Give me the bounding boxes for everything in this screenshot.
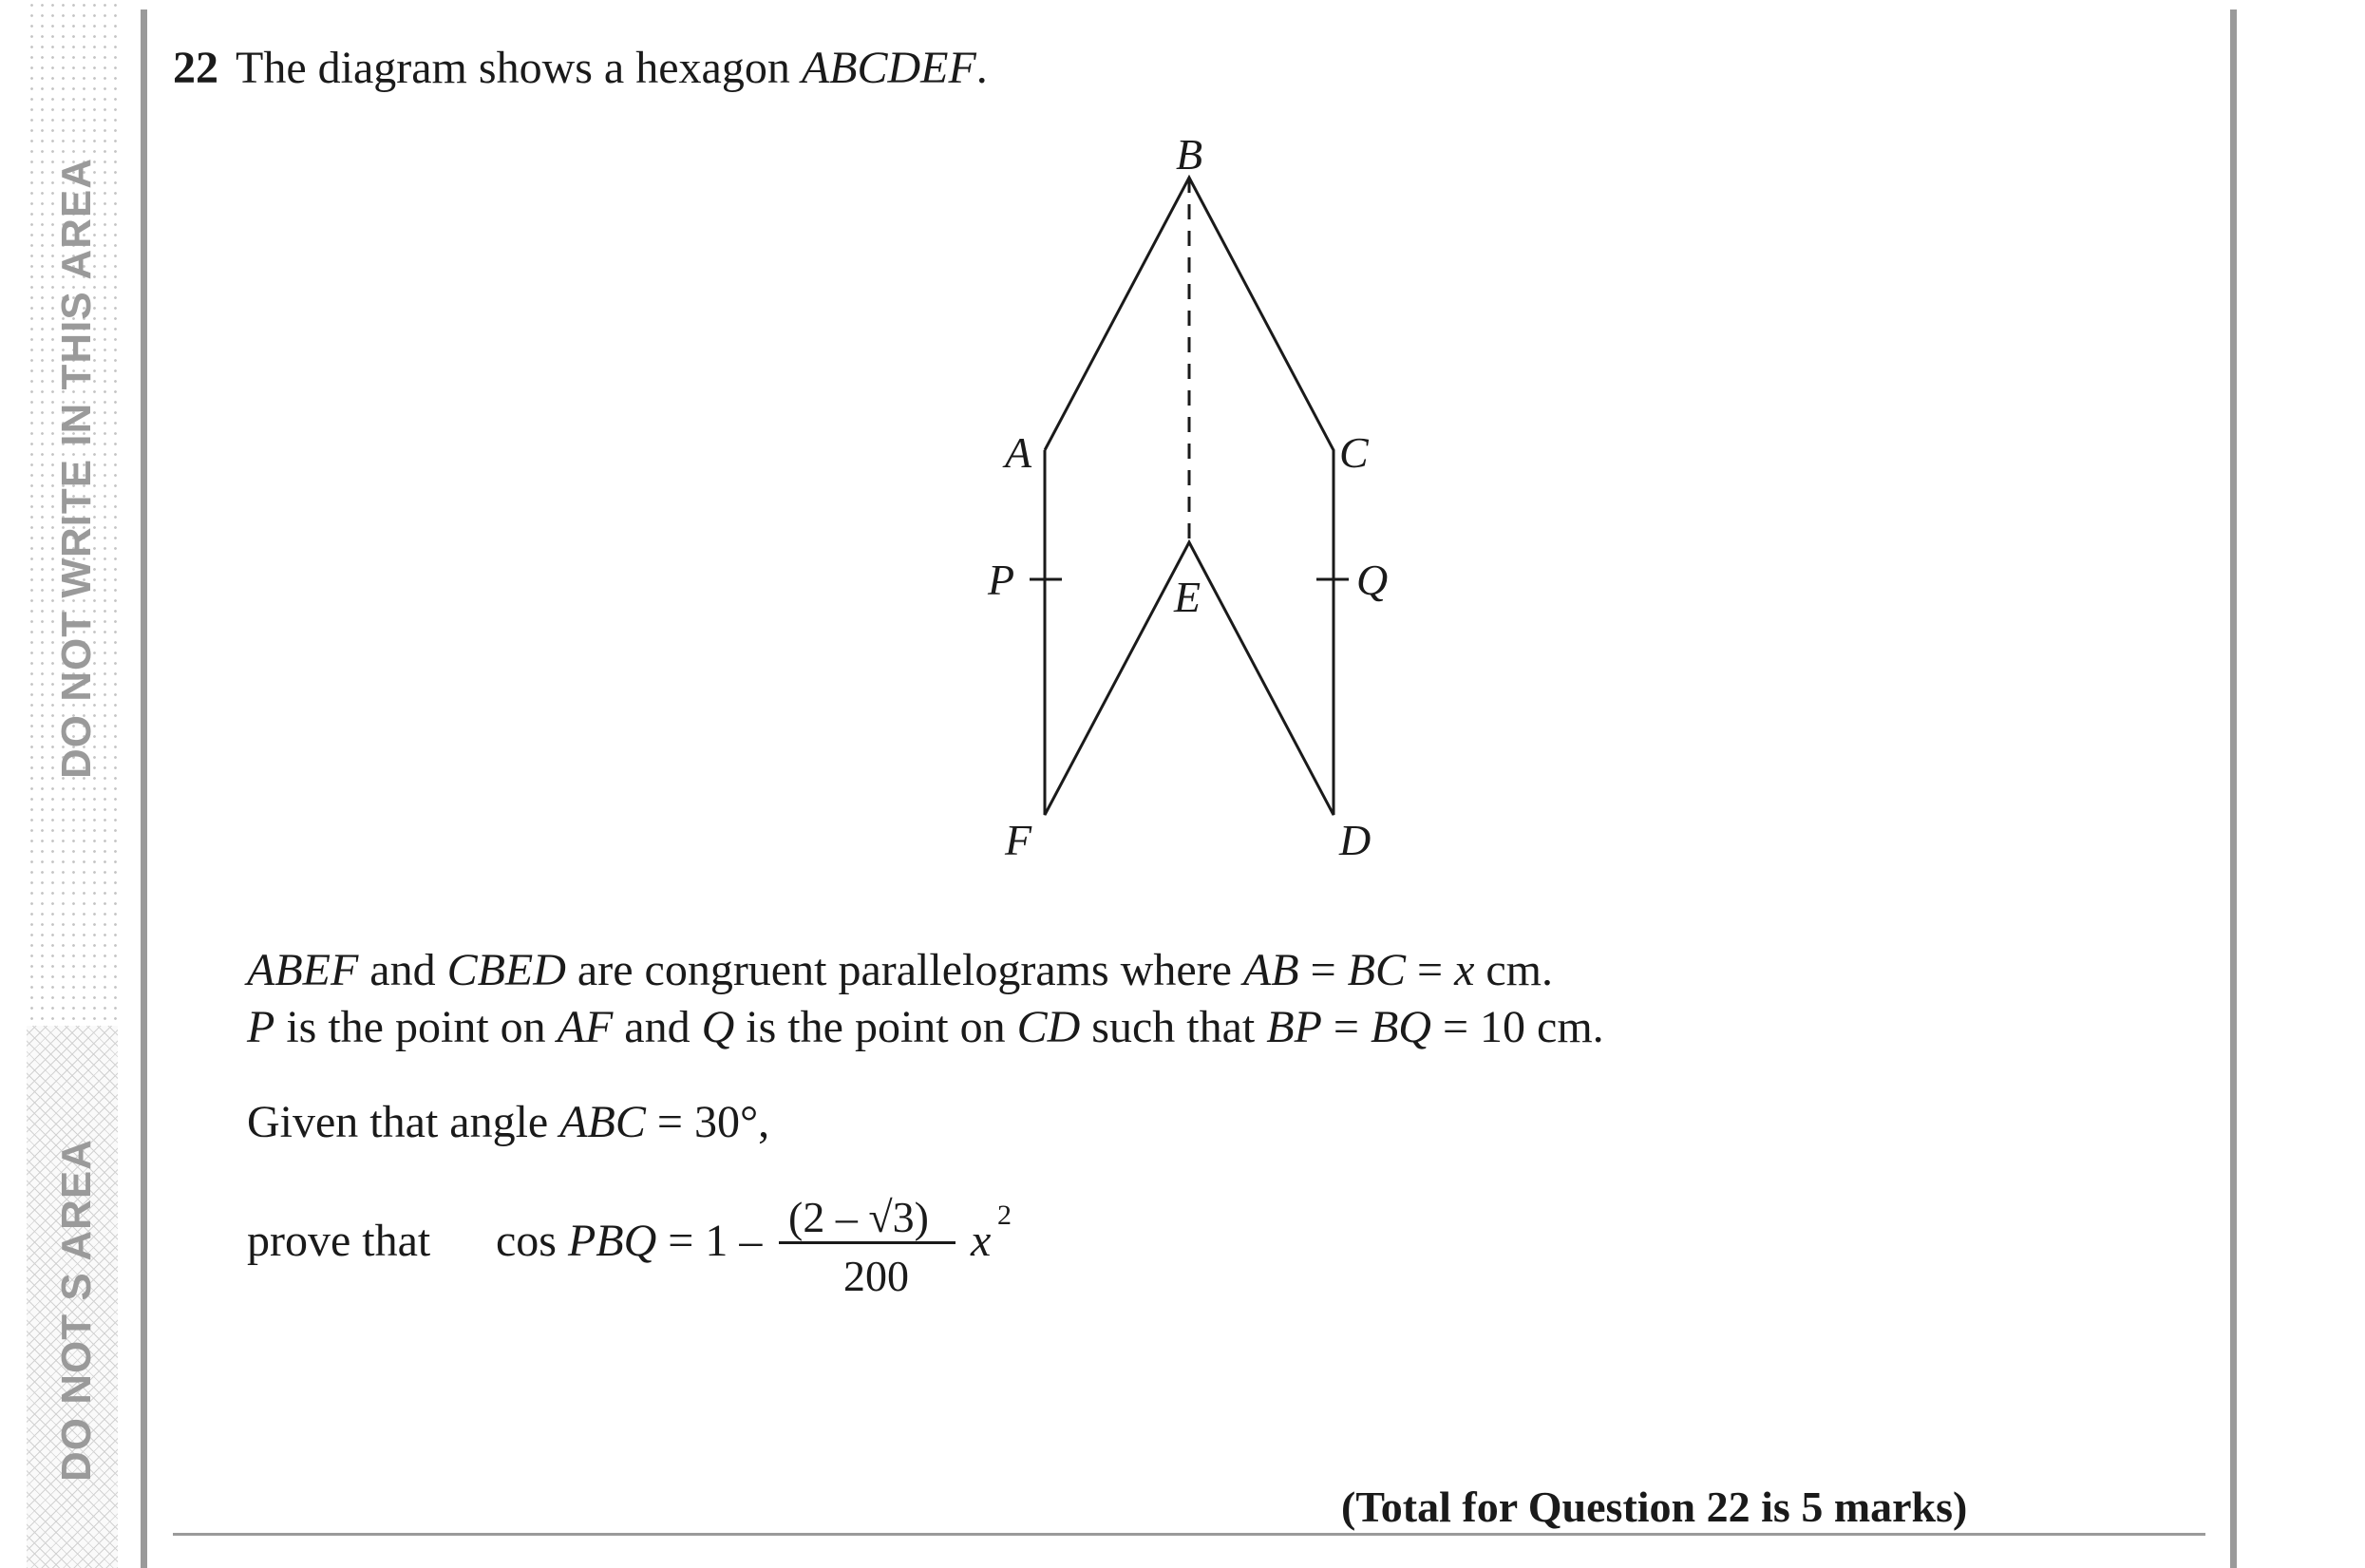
- hexagon-diagram: [950, 114, 1444, 874]
- proof-variable: x: [971, 1216, 992, 1266]
- hexagon-outline: [1045, 178, 1334, 815]
- hexagon-name: ABCDEF: [801, 43, 976, 93]
- statement-points: P is the point on AF and Q is the point on CD such that BP = BQ = 10 cm.: [247, 1002, 1604, 1052]
- label-d: D: [1339, 816, 1372, 864]
- statement-angle: Given that angle ABC = 30°,: [247, 1097, 770, 1147]
- label-b: B: [1176, 130, 1203, 179]
- fraction-numerator: (2 – √3): [788, 1193, 929, 1241]
- label-q: Q: [1356, 556, 1389, 604]
- label-a: A: [1005, 428, 1032, 477]
- question-intro: The diagram shows a hexagon: [236, 43, 802, 93]
- right-margin-rule: [2230, 9, 2237, 1568]
- label-p: P: [988, 556, 1015, 604]
- question-heading: 22 The diagram shows a hexagon ABCDEF.: [173, 43, 988, 93]
- left-margin-rule: [141, 9, 147, 1568]
- question-number: 22: [173, 43, 218, 93]
- question-total-marks: (Total for Question 22 is 5 marks): [1341, 1483, 1968, 1531]
- proof-exponent: 2: [997, 1200, 1012, 1231]
- bottom-rule: [173, 1533, 2205, 1536]
- fraction-bar: [779, 1241, 955, 1244]
- label-e: E: [1174, 573, 1201, 621]
- proof-prefix: prove that: [247, 1216, 431, 1266]
- statement-parallelograms: ABEF and CBED are congruent parallelograms where AB = BC = x cm.: [247, 945, 1554, 995]
- label-f: F: [1005, 816, 1032, 864]
- label-c: C: [1339, 428, 1369, 477]
- margin-warning-upper: DO NOT WRITE IN THIS AREA: [53, 157, 100, 779]
- margin-warning-lower: DO NOT S AREA: [53, 1139, 100, 1482]
- fraction-denominator: 200: [843, 1252, 909, 1300]
- proof-lhs: cos PBQ = 1 –: [496, 1216, 763, 1266]
- hexagon-svg: [950, 114, 1444, 874]
